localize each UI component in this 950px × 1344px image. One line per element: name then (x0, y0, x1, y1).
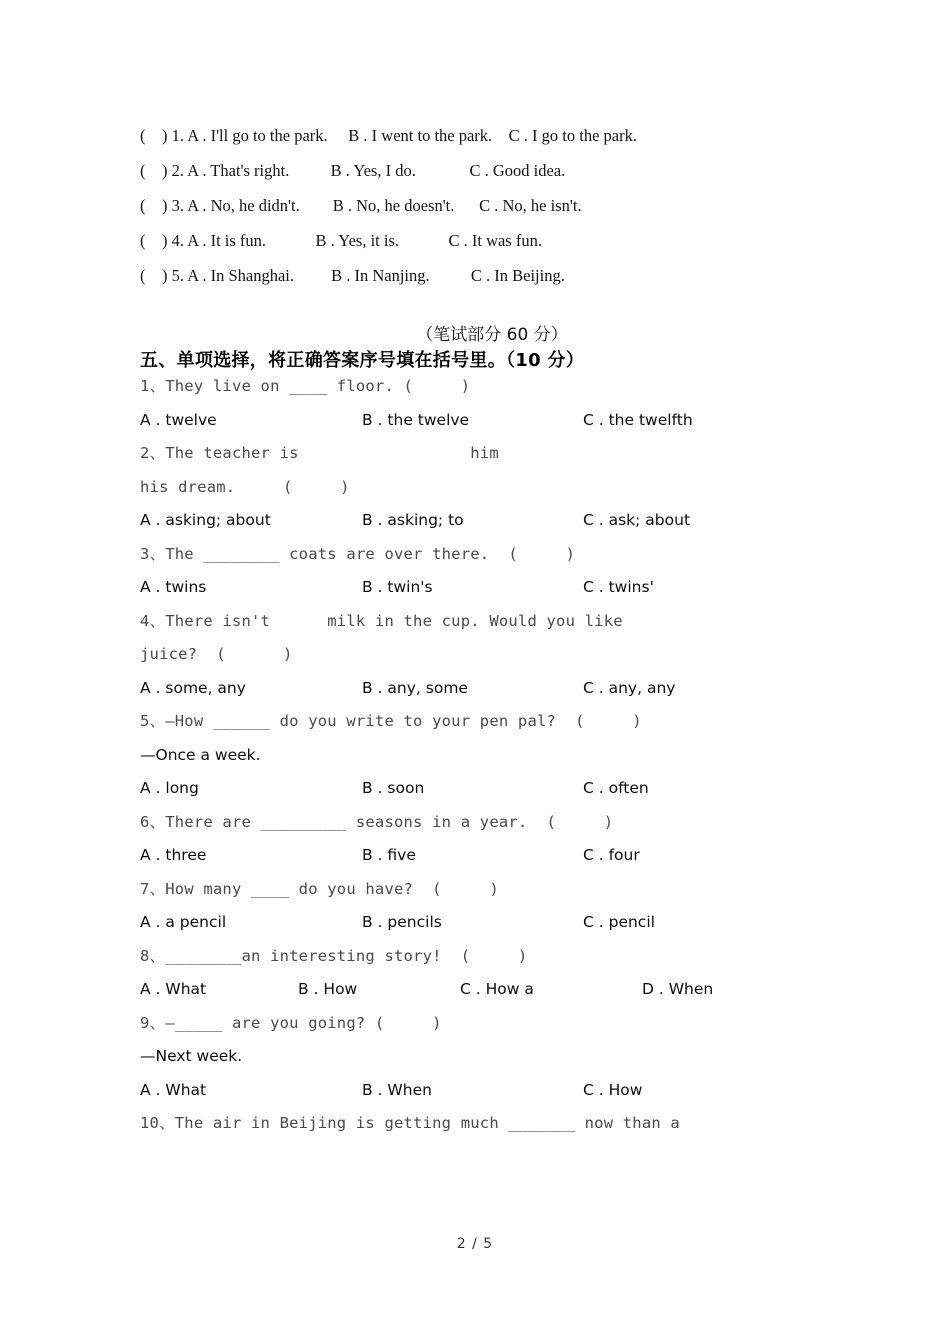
listening-item: ( ) 1. A . I'll go to the park. B . I went to the park. C . I go to the park. (140, 126, 637, 145)
question-answer-line: —Next week. (140, 1047, 243, 1065)
option-a[interactable]: A . What (140, 1080, 207, 1099)
question-stem: 4、There isn't milk in the cup. Would you like (140, 611, 623, 630)
question-stem: 9、—_____ are you going? ( ) (140, 1013, 442, 1032)
option-row (140, 672, 930, 706)
option-c[interactable]: C . the twelfth (583, 410, 693, 429)
option-row (140, 504, 930, 538)
option-a[interactable]: A . What (140, 980, 207, 998)
option-c[interactable]: C . often (583, 779, 649, 797)
question-stem-continuation: juice? ( ) (140, 645, 293, 663)
listening-answers-block (140, 118, 860, 293)
listening-item: ( ) 5. A . In Shanghai. B . In Nanjing. C . In Beijing. (140, 266, 565, 285)
question-answer-line: —Once a week. (140, 745, 261, 764)
option-a[interactable]: A . twelve (140, 410, 217, 429)
question-stem: 8、________an interesting story! ( ) (140, 946, 528, 965)
option-a[interactable]: A . asking; about (140, 511, 271, 529)
option-b[interactable]: B . pencils (362, 913, 442, 931)
question-stem: 6、There are _________ seasons in a year. ( ) (140, 812, 614, 831)
option-b[interactable]: B . twin's (362, 578, 433, 596)
option-c[interactable]: C . pencil (583, 913, 655, 931)
option-row (140, 906, 930, 940)
option-c[interactable]: C . ask; about (583, 511, 691, 529)
listening-item: ( ) 3. A . No, he didn't. B . No, he doesn't. C . No, he isn't. (140, 196, 582, 215)
question-stem-continuation: his dream. ( ) (140, 477, 350, 496)
option-row (140, 772, 930, 806)
question-stem: 7、How many ____ do you have? ( ) (140, 879, 499, 898)
multiple-choice-section (140, 370, 930, 1141)
option-b[interactable]: B . asking; to (362, 511, 464, 529)
listening-item: ( ) 4. A . It is fun. B . Yes, it is. C . It was fun. (140, 231, 542, 250)
option-c[interactable]: C . How a (460, 980, 534, 998)
option-row (140, 1074, 930, 1108)
option-b[interactable]: B . any, some (362, 678, 468, 697)
option-b[interactable]: B . When (362, 1080, 432, 1099)
written-part-banner (0, 322, 950, 348)
option-row (140, 839, 930, 873)
listening-item: ( ) 2. A . That's right. B . Yes, I do. C . Good idea. (140, 161, 566, 180)
option-a[interactable]: A . long (140, 779, 199, 797)
option-d[interactable]: D . When (642, 980, 714, 998)
question-stem: 5、—How ______ do you write to your pen pal? ( ) (140, 712, 642, 730)
question-stem: 2、The teacher is him (140, 444, 499, 462)
option-a[interactable]: A . twins (140, 578, 207, 596)
written-part-banner-text: （笔试部分 60 分） (416, 325, 568, 345)
option-a[interactable]: A . some, any (140, 678, 246, 697)
section-heading: 五、单项选择，将正确答案序号填在括号里。（10 分） (140, 350, 585, 371)
option-c[interactable]: C . How (583, 1080, 643, 1099)
option-b[interactable]: B . five (362, 846, 416, 864)
option-b[interactable]: B . soon (362, 779, 425, 797)
option-row (140, 571, 930, 605)
option-row (140, 973, 930, 1007)
option-c[interactable]: C . four (583, 846, 640, 864)
option-c[interactable]: C . twins' (583, 578, 654, 596)
option-row (140, 404, 930, 438)
question-stem: 10、The air in Beijing is getting much _______ now than a (140, 1114, 680, 1132)
option-b[interactable]: B . How (298, 980, 358, 998)
option-b[interactable]: B . the twelve (362, 410, 470, 429)
page-number: 2 / 5 (456, 1236, 494, 1252)
option-a[interactable]: A . a pencil (140, 913, 227, 931)
option-c[interactable]: C . any, any (583, 678, 676, 697)
question-stem: 1、They live on ____ floor. ( ) (140, 377, 471, 395)
question-stem: 3、The ________ coats are over there. ( ) (140, 544, 576, 563)
option-a[interactable]: A . three (140, 846, 207, 864)
